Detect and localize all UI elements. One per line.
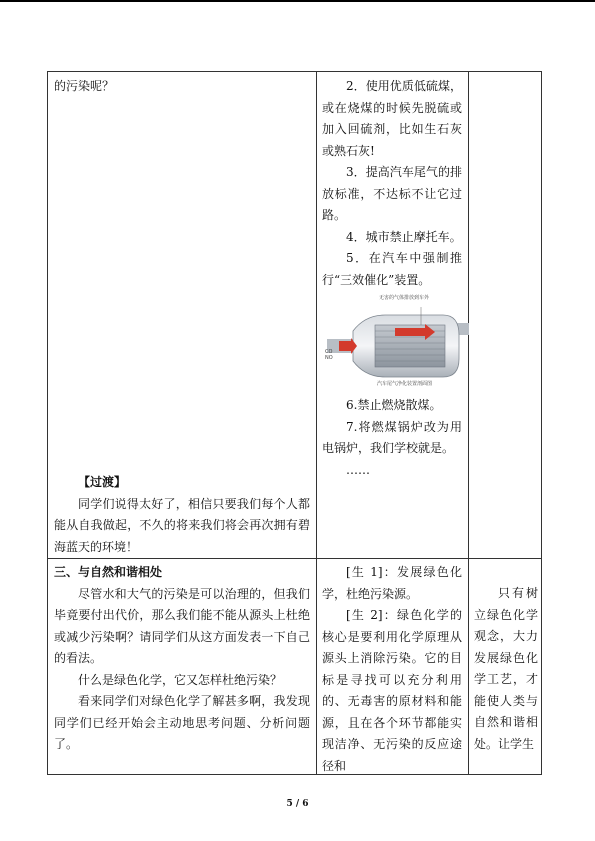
lesson-table (47, 71, 542, 775)
measure-item-6: 6.禁止燃烧散煤。 (346, 398, 442, 412)
transition-text: 同学们说得太好了，相信只要我们每个人都能从自我做起，不久的将来我们将会再次拥有碧海蓝天的环境！ (54, 496, 310, 554)
design-intent: 只有树立绿色化学观念，大力发展绿色化学工艺，才能使人类与自然和谐相处。让学生 (474, 586, 538, 751)
diagram-caption: 汽车尾气净化装置剖面图 (377, 381, 433, 387)
row-divider (48, 558, 541, 559)
transition-heading: 【过渡】 (78, 475, 127, 489)
measure-item-5: 5．在汽车中强制推行“三效催化”装置。 (322, 251, 462, 287)
section-paragraph-2: 什么是绿色化学，它又怎样杜绝污染？ (78, 672, 283, 687)
student-answer-2: [生 2]：绿色化学的核心是要利用化学原理从源头上消除污染。它的目标是寻找可以充分利用的、无毒害的原材料和能源，且在各个环节都能实现洁净、无污染的反应途径和 (322, 608, 462, 773)
measure-item-4: 4．城市禁止摩托车。 (346, 229, 462, 244)
measure-item-7: 7.将燃煤锅炉改为用电锅炉，我们学校就是。 (322, 419, 462, 455)
catalytic-converter-diagram (325, 295, 470, 389)
row2-left (54, 562, 310, 756)
row1-left-top (54, 76, 310, 98)
measure-item-3: 3．提高汽车尾气的排放标准，不达标不让它过路。 (322, 165, 462, 222)
diagram-label-top: 无害的气体排放到车外 (379, 295, 430, 301)
catalytic-converter-image (325, 295, 470, 389)
row2-right (474, 583, 538, 755)
row1-middle (322, 76, 462, 481)
student-answer-1: [生 1]：发展绿色化学，杜绝污染源。 (322, 565, 462, 601)
continuation-text: 的污染呢？ (54, 79, 115, 93)
row2-middle (322, 562, 462, 777)
column-divider-2 (468, 72, 469, 774)
section-heading: 三、与自然和谐相处 (54, 565, 163, 579)
row1-left-transition (54, 472, 310, 558)
section-paragraph-1: 尽管水和大气的污染是可以治理的，但我们毕竟要付出代价，那么我们能不能从源头上杜绝或减少污染啊？请同学们从这方面发表一下自己的看法。 (54, 586, 310, 665)
column-divider-1 (316, 72, 317, 774)
section-paragraph-3: 看来同学们对绿色化学了解甚多啊，我发现同学们已经开始会主动地思考问题、分析问题了。 (54, 694, 310, 751)
page-number: 5 / 6 (286, 799, 309, 809)
measure-ellipsis: …… (346, 462, 370, 477)
measure-item-2: 2．使用优质低硫煤，或在烧煤的时候先脱硫或加入回硫剂，比如生石灰或熟石灰! (322, 79, 462, 158)
diagram-label-left: CO NO (325, 349, 333, 361)
header-rule (0, 0, 595, 2)
